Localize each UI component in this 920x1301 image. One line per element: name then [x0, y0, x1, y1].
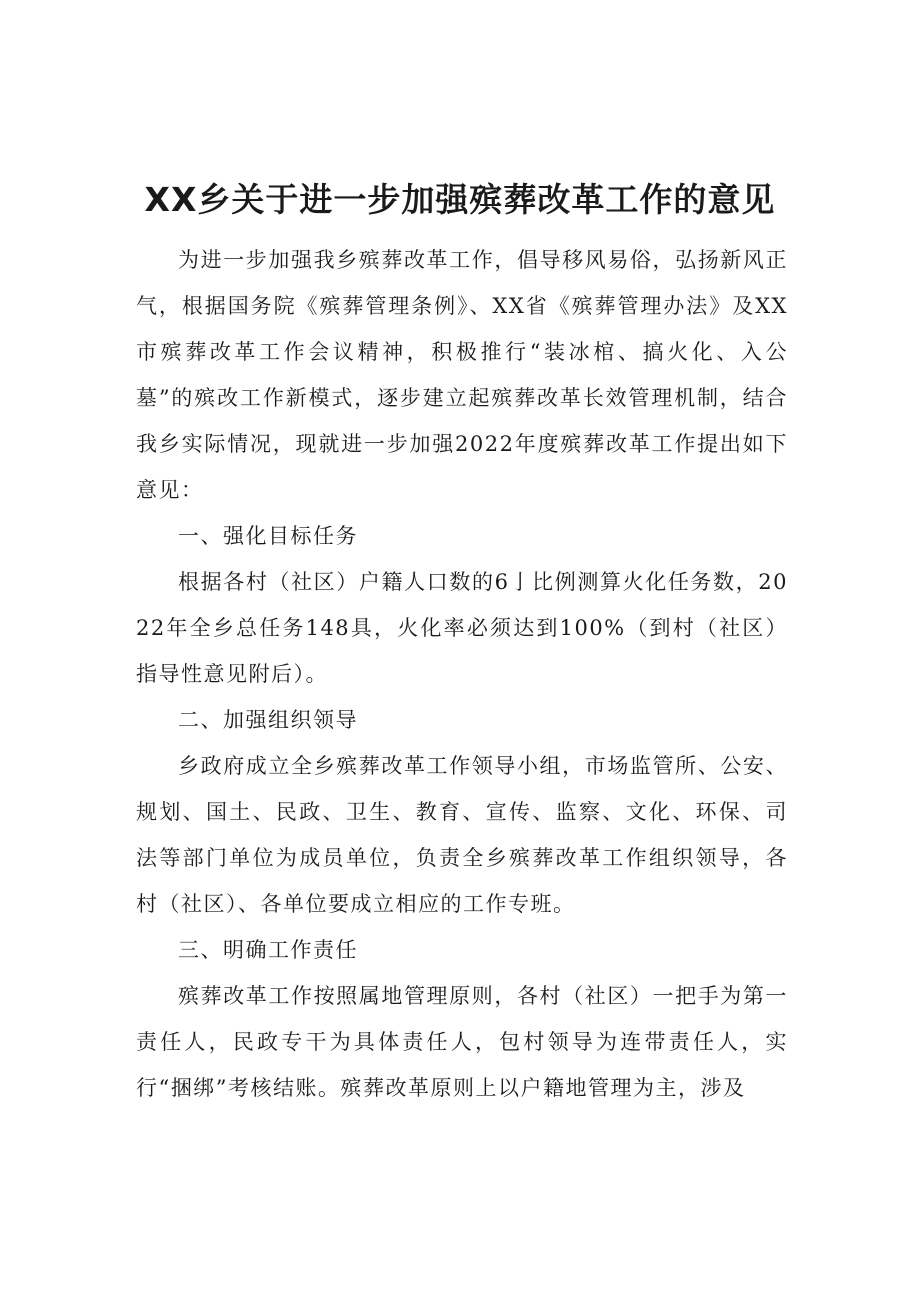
section-heading-2: 二、加强组织领导 — [178, 708, 358, 732]
section-heading-1: 一、强化目标任务 — [178, 524, 358, 548]
document-body — [136, 237, 788, 1111]
section-paragraph-3: 殡葬改革工作按照属地管理原则，各村（社区）一把手为第一责任人，民政专干为具体责任人，包村领导为连带责任人，实行“捆绑”考核结账。殡葬改革原则上以户籍地管理为主，涉及 — [136, 984, 788, 1100]
intro-paragraph: 为进一步加强我乡殡葬改革工作，倡导移风易俗，弘扬新风正气，根据国务院《殡葬管理条例》、XX省《殡葬管理办法》及XX市殡葬改革工作会议精神，积极推行“装冰棺、搞火化、入公墓”的殡改工作新模式，逐步建立起殡葬改革长效管理机制，结合我乡实际情况，现就进一步加强2022年度殡葬改革工作提出如下意见： — [136, 248, 788, 502]
section-heading-3: 三、明确工作责任 — [178, 938, 358, 962]
section-paragraph-2: 乡政府成立全乡殡葬改革工作领导小组，市场监管所、公安、规划、国土、民政、卫生、教育、宣传、监察、文化、环保、司法等部门单位为成员单位，负责全乡殡葬改革工作组织领导，各村（社区）、各单位要成立相应的工作专班。 — [136, 754, 788, 916]
section-paragraph-1: 根据各村（社区）户籍人口数的6亅比例测算火化任务数，2022年全乡总任务148具，火化率必须达到100%（到村（社区）指导性意见附后）。 — [136, 570, 788, 686]
document-title: XX乡关于进一步加强殡葬改革工作的意见 — [144, 180, 776, 219]
